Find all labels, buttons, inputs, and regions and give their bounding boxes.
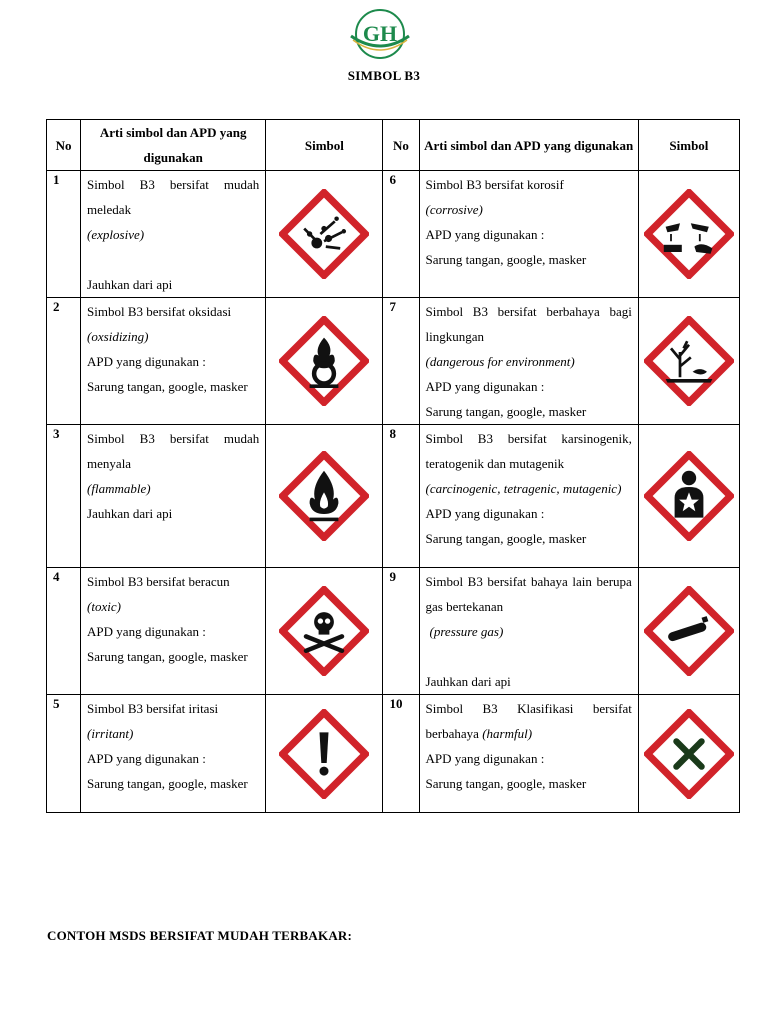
- hazard-label: Simbol B3 bersifat berbahaya bagi lingkungan: [425, 304, 632, 344]
- logo: [345, 8, 415, 64]
- row-number: 8: [383, 425, 419, 568]
- symbol-cell: [638, 171, 739, 298]
- table-row: [47, 568, 740, 695]
- harmful-x-icon: [644, 709, 734, 799]
- table-row: [47, 171, 740, 298]
- hazard-label: Simbol B3 Klasifikasi bersifat berbahaya (harmful): [425, 701, 632, 741]
- hazard-english: (carcinogenic, tetragenic, mutagenic): [425, 481, 622, 496]
- header-description: Arti simbol dan APD yang digunakan: [419, 120, 638, 171]
- hazard-label: Simbol B3 bersifat beracun: [87, 574, 230, 589]
- hazard-english: (dangerous for environment): [425, 354, 575, 369]
- symbol-cell: [638, 298, 739, 425]
- row-number: 5: [47, 695, 81, 813]
- row-number: 3: [47, 425, 81, 568]
- row-description: [419, 298, 638, 425]
- ppe-label: APD yang digunakan :: [87, 354, 206, 369]
- row-number: 4: [47, 568, 81, 695]
- row-description: [81, 298, 266, 425]
- row-number: 10: [383, 695, 419, 813]
- ppe-label: APD yang digunakan :: [425, 379, 545, 394]
- hazard-english: (toxic): [87, 599, 121, 614]
- row-number: 2: [47, 298, 81, 425]
- hazard-label: Simbol B3 bersifat korosif: [425, 177, 564, 192]
- gas-cylinder-icon: [644, 586, 734, 676]
- table-row: [47, 425, 740, 568]
- row-number: 1: [47, 171, 81, 298]
- hazard-english: (explosive): [87, 227, 145, 242]
- flammable-icon: [279, 451, 369, 541]
- ppe-label: APD yang digunakan :: [425, 751, 545, 766]
- symbol-cell: [266, 695, 383, 813]
- symbol-cell: [266, 298, 383, 425]
- row-description: [419, 171, 638, 298]
- ppe-label: APD yang digunakan :: [87, 751, 206, 766]
- row-number: 6: [383, 171, 419, 298]
- environment-icon: [644, 316, 734, 406]
- page-title: SIMBOL B3: [347, 68, 421, 83]
- header-no: No: [47, 120, 81, 171]
- oxidizing-icon: [279, 316, 369, 406]
- msds-example-heading: CONTOH MSDS BERSIFAT MUDAH TERBAKAR:: [47, 928, 353, 943]
- ppe-note: Sarung tangan, google, masker: [87, 379, 248, 394]
- table-row: [47, 695, 740, 813]
- ppe-note: Sarung tangan, google, masker: [425, 531, 587, 546]
- hazard-label: Simbol B3 bersifat bahaya lain berupa gas bertekanan: [425, 574, 632, 614]
- ppe-note: Sarung tangan, google, masker: [425, 252, 587, 267]
- row-number: 7: [383, 298, 419, 425]
- symbol-cell: [266, 171, 383, 298]
- b3-symbol-table: [46, 119, 740, 813]
- ppe-note: Sarung tangan, google, masker: [425, 776, 587, 791]
- corrosive-icon: [644, 189, 734, 279]
- hazard-english: (pressure gas): [429, 624, 504, 639]
- row-description: [419, 425, 638, 568]
- hazard-label: Simbol B3 bersifat mudah menyala: [87, 431, 260, 471]
- hazard-english: (corrosive): [425, 202, 483, 217]
- ppe-label: APD yang digunakan :: [425, 506, 545, 521]
- row-description: [81, 425, 266, 568]
- table-header-row: [47, 120, 740, 171]
- hazard-label: Simbol B3 bersifat mudah meledak: [87, 177, 260, 217]
- ppe-note: Jauhkan dari api: [87, 506, 173, 521]
- row-description: [419, 695, 638, 813]
- symbol-cell: [266, 568, 383, 695]
- row-description: [81, 171, 266, 298]
- hazard-label: Simbol B3 bersifat iritasi: [87, 701, 219, 716]
- hazard-english: (oxsidizing): [87, 329, 149, 344]
- row-description: [81, 695, 266, 813]
- header-no: No: [383, 120, 419, 171]
- symbol-cell: [638, 568, 739, 695]
- hazard-english: (irritant): [87, 726, 134, 741]
- ppe-note: Sarung tangan, google, masker: [87, 776, 248, 791]
- symbol-cell: [266, 425, 383, 568]
- ppe-label: APD yang digunakan :: [87, 624, 206, 639]
- hazard-label: Simbol B3 bersifat karsinogenik, teratogenik dan mutagenik: [425, 431, 632, 471]
- header-symbol: Simbol: [638, 120, 739, 171]
- header-symbol: Simbol: [266, 120, 383, 171]
- row-description: [419, 568, 638, 695]
- table-row: [47, 298, 740, 425]
- explosive-icon: [279, 189, 369, 279]
- symbol-cell: [638, 695, 739, 813]
- hazard-english: (flammable): [87, 481, 151, 496]
- ppe-label: APD yang digunakan :: [425, 227, 545, 242]
- row-number: 9: [383, 568, 419, 695]
- toxic-icon: [279, 586, 369, 676]
- logo-text: GH: [362, 21, 398, 46]
- header-description: Arti simbol dan APD yang digunakan: [81, 120, 266, 171]
- ppe-note: Sarung tangan, google, masker: [87, 649, 248, 664]
- exclamation-icon: [279, 709, 369, 799]
- hazard-label: Simbol B3 bersifat oksidasi: [87, 304, 232, 319]
- ppe-note: Jauhkan dari api: [87, 277, 173, 292]
- ppe-note: Jauhkan dari api: [425, 674, 511, 689]
- symbol-cell: [638, 425, 739, 568]
- health-hazard-icon: [644, 451, 734, 541]
- hazard-english: (harmful): [482, 726, 533, 741]
- ppe-note: Sarung tangan, google, masker: [425, 404, 587, 419]
- spacer: [426, 644, 632, 669]
- spacer: [87, 247, 259, 272]
- row-description: [81, 568, 266, 695]
